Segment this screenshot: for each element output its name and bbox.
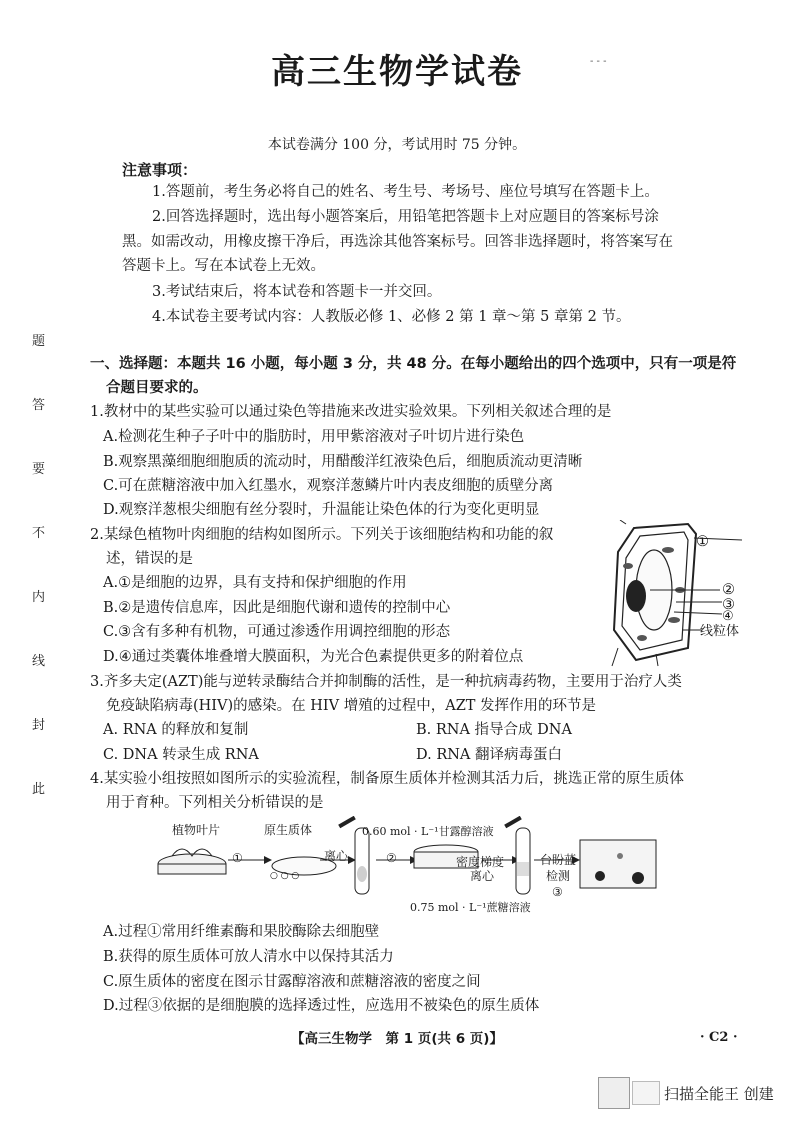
fig-step2: ② [386, 851, 397, 865]
margin-char: 内 [32, 590, 46, 605]
q2-option-a: A.①是细胞的边界，具有支持和保护细胞的作用 [103, 575, 407, 591]
q3-stem-cont: 免疫缺陷病毒(HIV)的感染。在 HIV 增殖的过程中，AZT 发挥作用的环节是 [106, 698, 597, 714]
notice-heading: 注意事项： [122, 161, 198, 179]
cell-label-3: ③ [722, 597, 735, 613]
q1-option-c: C.可在蔗糖溶液中加入红墨水，观察洋葱鳞片叶内表皮细胞的质壁分离 [103, 478, 554, 494]
notice-line: 1.答题前，考生务必将自己的姓名、考生号、考场号、座位号填写在答题卡上。 [152, 184, 659, 200]
q1-option-b: B.观察黑藻细胞细胞质的流动时，用醋酸洋红液染色后，细胞质流动更清晰 [103, 454, 583, 470]
q3-option-c: C. DNA 转录生成 RNA [103, 747, 259, 763]
section-heading-cont: 合题目要求的。 [106, 380, 208, 396]
q1-option-a: A.检测花生种子子叶中的脂肪时，用甲紫溶液对子叶切片进行染色 [103, 429, 525, 445]
paper-code: · C2 · [700, 1030, 738, 1045]
margin-char: 要 [32, 462, 46, 477]
cell-label-mitochondria: 线粒体 [700, 624, 740, 639]
notice-line: 4.本试卷主要考试内容：人教版必修 1、必修 2 第 1 章～第 5 章第 2 节。 [152, 309, 631, 325]
page-footer: 【高三生物学 第 1 页(共 6 页)】 [291, 1031, 503, 1047]
fig-mannitol-label: 0.60 mol · L⁻¹甘露醇溶液 [362, 825, 494, 838]
fig-step3: ③ [552, 885, 563, 899]
q2-stem: 2.某绿色植物叶肉细胞的结构如图所示。下列关于该细胞结构和功能的叙 [90, 527, 554, 543]
scanner-logo-icon [632, 1081, 660, 1105]
fig-sucrose-label: 0.75 mol · L⁻¹蔗糖溶液 [410, 901, 531, 914]
q3-option-b: B. RNA 指导合成 DNA [416, 722, 572, 738]
section-heading: 一、选择题：本题共 16 小题，每小题 3 分，共 48 分。在每小题给出的四个选项中，只有一项是符 [90, 356, 737, 372]
q4-option-d: D.过程③依据的是细胞膜的选择透过性，应选用不被染色的原生质体 [103, 998, 540, 1014]
fig-gradient-label: 密度梯度 [456, 855, 505, 869]
q2-option-c: C.③含有多种有机物，可通过渗透作用调控细胞的形态 [103, 624, 451, 640]
q2-option-b: B.②是遗传信息库，因此是细胞代谢和遗传的控制中心 [103, 600, 451, 616]
margin-char: 不 [32, 526, 46, 541]
page-title: 高三生物学试卷 [271, 52, 523, 92]
q2-option-d: D.④通过类囊体堆叠增大膜面积，为光合色素提供更多的附着位点 [103, 649, 524, 665]
exam-subtitle: 本试卷满分 100 分，考试用时 75 分钟。 [267, 137, 527, 153]
q3-stem: 3.齐多夫定(AZT)能与逆转录酶结合并抑制酶的活性，是一种抗病毒药物，主要用于治疗人类 [90, 674, 682, 690]
scanner-text: 扫描全能王 创建 [664, 1085, 774, 1103]
notice-line: 2.回答选择题时，选出每小题答案后，用铅笔把答题卡上对应题目的答案标号涂 [152, 209, 659, 225]
cell-label-2: ② [722, 582, 735, 598]
notice-line: 黑。如需改动，用橡皮擦干净后，再选涂其他答案标号。回答非选择题时，将答案写在 [122, 234, 673, 250]
margin-char: 线 [32, 654, 46, 669]
notice-line: 3.考试结束后，将本试卷和答题卡一并交回。 [152, 284, 442, 300]
margin-char: 此 [32, 782, 46, 797]
q4-option-c: C.原生质体的密度在图示甘露醇溶液和蔗糖溶液的密度之间 [103, 974, 481, 990]
svg-text:○ ○ ○: ○ ○ ○ [270, 871, 300, 881]
q3-option-a: A. RNA 的释放和复制 [103, 722, 249, 738]
fig-step1: ① [232, 851, 243, 865]
scanner-watermark [598, 1075, 778, 1111]
fig-dye-label: 台盼蓝 [540, 853, 577, 867]
cell-label-4: ④ [722, 609, 734, 624]
q4-stem-cont: 用于育种。下列相关分析错误的是 [106, 795, 324, 811]
fig-centrifuge2: 离心 [470, 869, 495, 883]
scan-mark: - - - [590, 56, 607, 67]
qr-code-icon [598, 1077, 630, 1109]
q3-option-d: D. RNA 翻译病毒蛋白 [416, 747, 563, 763]
q2-stem-cont: 述，错误的是 [106, 551, 193, 567]
fig-protoplast-label: 原生质体 [264, 823, 313, 837]
q4-option-a: A.过程①常用纤维素酶和果胶酶除去细胞壁 [103, 924, 380, 940]
q1-stem: 1.教材中的某些实验可以通过染色等措施来改进实验效果。下列相关叙述合理的是 [90, 404, 612, 420]
notice-line: 答题卡上。写在本试卷上无效。 [122, 258, 325, 274]
fig-centrifuge1: 离心 [324, 849, 349, 863]
margin-char: 题 [32, 334, 46, 349]
margin-char: 答 [32, 398, 46, 413]
cell-label-1: ① [696, 534, 709, 550]
margin-char: 封 [32, 718, 46, 733]
q4-option-b: B.获得的原生质体可放人清水中以保持其活力 [103, 949, 394, 965]
fig-leaf-label: 植物叶片 [172, 823, 221, 837]
q4-stem: 4.某实验小组按照如图所示的实验流程，制备原生质体并检测其活力后，挑选正常的原生质体 [90, 771, 684, 787]
q1-option-d: D.观察洋葱根尖细胞有丝分裂时，升温能让染色体的行为变化更明显 [103, 502, 540, 518]
fig-detect-label: 检测 [546, 869, 571, 883]
